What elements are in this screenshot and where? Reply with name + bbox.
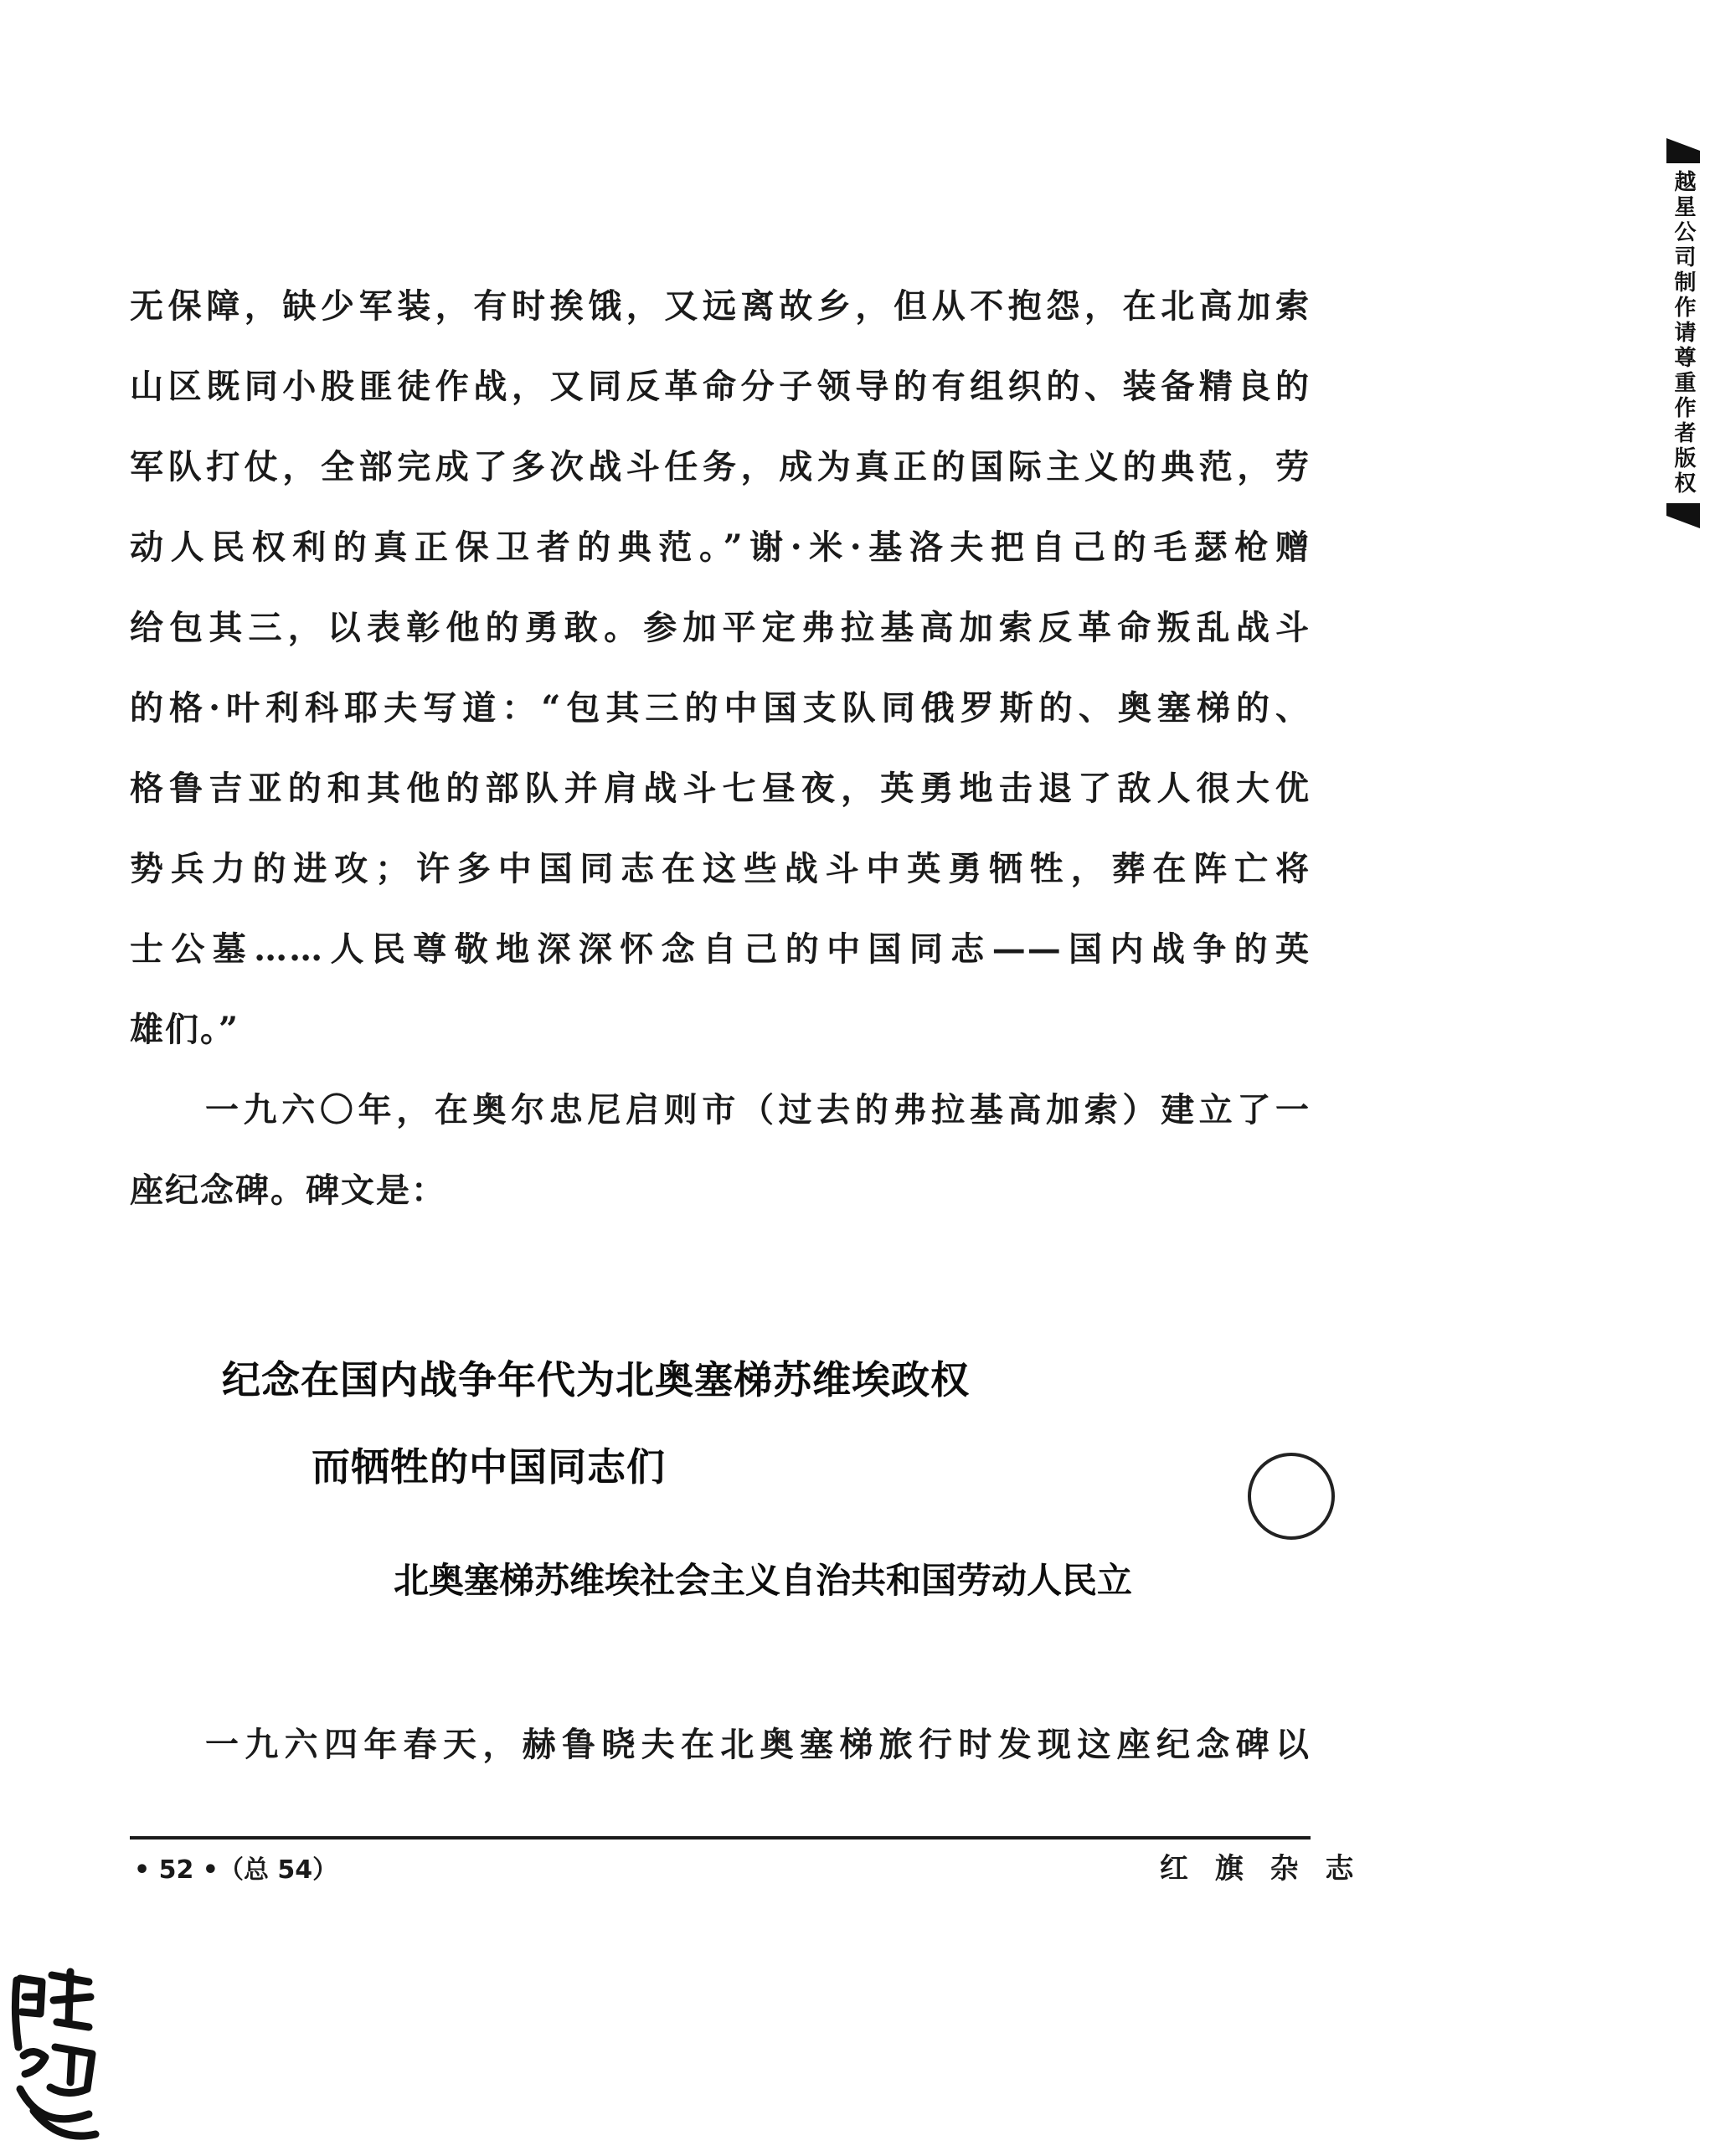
body-line-8: 势兵力的进攻；许多中国同志在这些战斗中英勇牺牲，葬在阵亡将	[130, 849, 1311, 888]
seal-stamp-icon	[8, 1963, 102, 2148]
body-line-5: 给包其三，以表彰他的勇敢。参加平定弗拉基高加索反革命叛乱战斗	[130, 608, 1311, 647]
body-line-6: 的格·叶利科耶夫写道：“包其三的中国支队同俄罗斯的、奥塞梯的、	[130, 688, 1311, 728]
monument-title-line-1: 纪念在国内战争年代为北奥塞梯苏维埃政权	[222, 1357, 970, 1402]
watermark-bar-bottom	[1666, 503, 1700, 528]
watermark-text: 越星公司制作请尊重作者版权	[1671, 170, 1696, 497]
monument-signature: 北奥塞梯苏维埃社会主义自治共和国劳动人民立	[394, 1560, 1133, 1601]
body-line-3: 军队打仗，全部完成了多次战斗任务，成为真正的国际主义的典范，劳	[130, 447, 1311, 486]
body-line-9: 士公墓……人民尊敬地深深怀念自己的中国同志——国内战争的英	[130, 929, 1311, 969]
footer-journal-name: 红 旗 杂 志	[1160, 1852, 1362, 1886]
body-line-2: 山区既同小股匪徒作战，又同反革命分子领导的有组织的、装备精良的	[130, 367, 1311, 406]
body-line-11: 一九六〇年，在奥尔忠尼启则市（过去的弗拉基高加索）建立了一	[205, 1090, 1311, 1129]
body-line-1: 无保障，缺少军装，有时挨饿，又远离故乡，但从不抱怨，在北高加索	[130, 286, 1311, 326]
body-line-7: 格鲁吉亚的和其他的部队并肩战斗七昼夜，英勇地击退了敌人很大优	[130, 769, 1311, 808]
footer-page-number: • 52 •（总 54）	[134, 1855, 338, 1885]
side-watermark	[1665, 138, 1702, 528]
monument-title-line-2: 而牺牲的中国同志们	[312, 1444, 666, 1490]
body-last-line: 一九六四年春天，赫鲁晓夫在北奥塞梯旅行时发现这座纪念碑以	[205, 1725, 1311, 1764]
body-line-4: 动人民权利的真正保卫者的典范。”谢·米·基洛夫把自己的毛瑟枪赠	[130, 527, 1311, 567]
body-line-12: 座纪念碑。碑文是：	[130, 1171, 446, 1210]
watermark-bar-top	[1666, 138, 1700, 163]
body-line-10: 雄们。”	[130, 1010, 240, 1049]
footer-rule	[130, 1836, 1311, 1840]
circle-mark	[1248, 1453, 1335, 1540]
